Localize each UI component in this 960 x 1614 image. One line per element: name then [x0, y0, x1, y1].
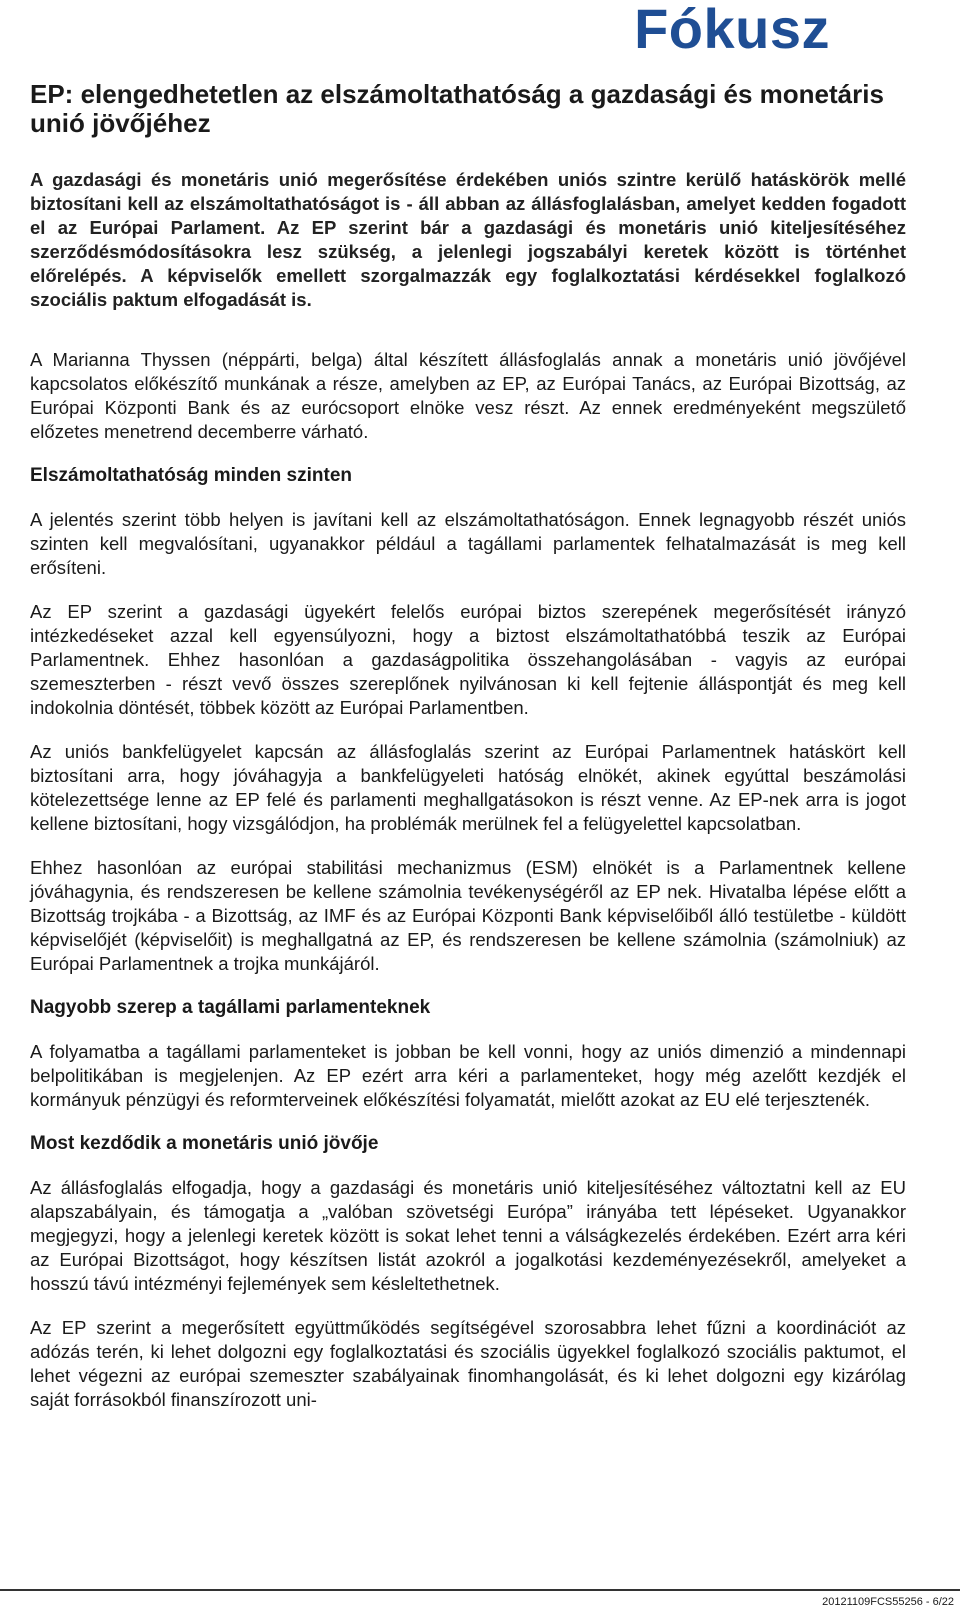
paragraph-5: Ehhez hasonlóan az európai stabilitási mechanizmus (ESM) elnökét is a Parlamentnek kellene jóváhagynia, és rendszeresen be kellene számolnia tevékenységéről az EP nek. Hivatalba lépése előtt a Bizottság trojkába - a Bizottság, az IMF és az Európai Központi Bank képviselőiből álló testületbe - küldött képviselőjét (képviselőit) is meghallgatná az EP, és rendszeresen be kellene számolnia (számolniuk) az Európai Parlamentnek a trojka munkájáról.	[30, 857, 906, 974]
paragraph-3: Az EP szerint a gazdasági ügyekért felelős európai biztos szerepének megerősítését irányzó intézkedéseket azzal kell egyensúlyozni, hogy a biztost elszámoltathatóbbá teszik az Európai Parlamentnek. Ehhez hasonlóan a gazdaságpolitika összehangolásában - vagyis az európai szemeszterben - részt vevő összes szereplőnek nyilvánosan ki kell fejtenie álláspontját és meg kell indokolnia döntését, többek között az Európai Parlamentben.	[30, 601, 906, 718]
article-body	[30, 168, 906, 1432]
footer-divider	[0, 1589, 960, 1591]
paragraph-4: Az uniós bankfelügyelet kapcsán az állásfoglalás szerint az Európai Parlamentnek hatáskört kell biztosítani arra, hogy jóváhagyja a bankfelügyeleti hatóság elnökét, akinek egyúttal beszámolási kötelezettsége lenne az EP felé és parlamenti meghallgatásokon is részt venne. Az EP-nek arra is jogot kellene biztosítani, hogy vizsgálódjon, ha problémák merülnek fel a felügyelettel kapcsolatban.	[30, 741, 906, 834]
lead-paragraph: A gazdasági és monetáris unió megerősítése érdekében uniós szintre kerülő hatáskörök mellé biztosítani kell az elszámoltathatóságot is - áll abban az állásfoglalásban, amelyet kedden fogadott el az Európai Parlament. Az EP szerint bár a gazdasági és monetáris unió kiteljesítéséhez szerződésmódosításokra lesz szükség, a jelenlegi jogszabályi keretek között is történhet előrelépés. A képviselők emellett szorgalmazzák egy foglalkoztatási kérdésekkel foglalkozó szociális paktum elfogadását is.	[30, 169, 906, 310]
subheading-accountability: Elszámoltathatóság minden szinten	[30, 465, 352, 486]
paragraph-7: Az állásfoglalás elfogadja, hogy a gazdasági és monetáris unió kiteljesítéséhez változtatni kell az EU alapszabályain, és támogatja a „valóban szövetségi Európa” irányába tett lépéseket. Ugyanakkor megjegyzi, hogy a jelenlegi keretek között is sokat lehet tenni a válságkezelés érdekében. Ezért arra kéri az Európai Bizottságot, hogy készítsen listát azokról a jogalkotási kezdeményezésekről, amelyeket a hosszú távú intézményi fejlemények sem késleltethetnek.	[30, 1177, 906, 1294]
subheading-national-parliaments: Nagyobb szerep a tagállami parlamenteknek	[30, 997, 431, 1018]
section-brand: Fókusz	[634, 0, 830, 60]
paragraph-8: Az EP szerint a megerősített együttműködés segítségével szorosabbra lehet fűzni a koordinációt az adózás terén, ki lehet dolgozni egy foglalkoztatási és szociális ügyekkel foglalkozó szociális paktumot, el lehet végezni az európai szemeszter szabályainak finomhangolását, és ki lehet dolgozni egy kizárólag saját forrásokból finanszírozott uni-	[30, 1317, 906, 1410]
subheading-future-of-union: Most kezdődik a monetáris unió jövője	[30, 1133, 379, 1154]
paragraph-6: A folyamatba a tagállami parlamenteket is jobban be kell vonni, hogy az uniós dimenzió a mindennapi belpolitikában is megjelenjen. Az EP ezért arra kéri a parlamenteket, hogy még azelőtt kezdjék el kormányuk pénzügyi és reformterveinek előkészítési folyamatát, mielőtt azokat az EU elé terjesztenék.	[30, 1041, 906, 1110]
article-title: EP: elengedhetetlen az elszámoltathatóság a gazdasági és monetáris unió jövőjéhez	[30, 79, 884, 138]
document-reference: 20121109FCS55256 - 6/22	[822, 1596, 954, 1608]
paragraph-2: A jelentés szerint több helyen is javítani kell az elszámoltathatóságon. Ennek legnagyobb részét uniós szinten kell megvalósítani, ugyanakkor például a tagállami parlamentek felhatalmazását is meg kell erősíteni.	[30, 509, 906, 578]
paragraph-1: A Marianna Thyssen (néppárti, belga) által készített állásfoglalás annak a monetáris unió jövőjével kapcsolatos előkészítő munkának a része, amelyben az EP, az Európai Tanács, az Európai Bizottság, az Európai Központi Bank és az eurócsoport elnöke vesz részt. Az ennek eredményeként megszülető előzetes menetrend decemberre várható.	[30, 349, 906, 442]
